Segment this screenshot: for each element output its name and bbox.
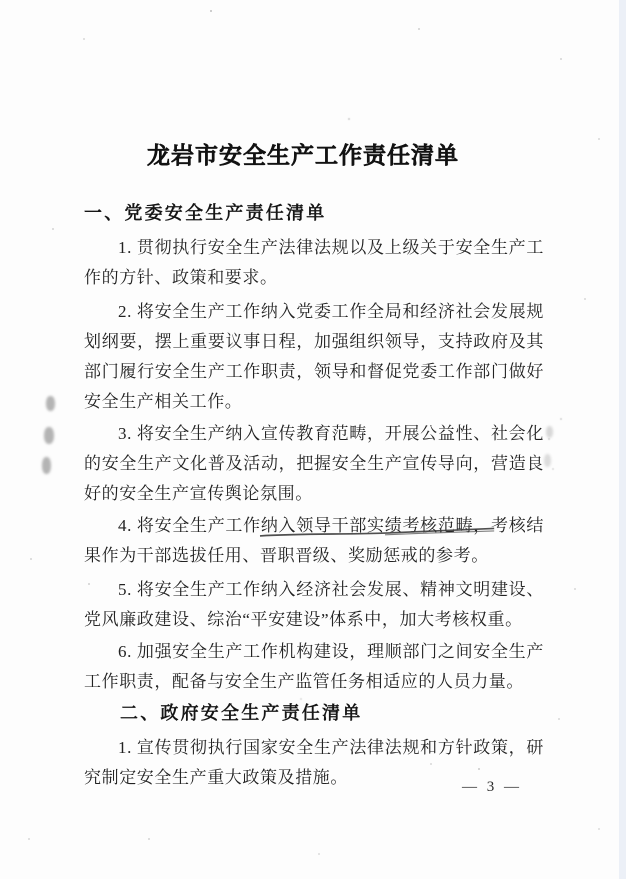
section-1-paragraph-4: [84, 511, 544, 571]
document-body: [84, 200, 544, 795]
page-number: — 3 —: [462, 779, 522, 795]
paragraph-4-underlined-text: [261, 516, 491, 535]
scan-smudge: [44, 427, 54, 444]
section-2-heading: 二、政府安全生产责任清单: [120, 703, 363, 723]
scan-smudge: [46, 396, 55, 411]
scan-noise-specks: [0, 0, 2, 2]
paragraph-4-underlined-label: 纳入领导干部实绩考核范畴，: [260, 516, 491, 535]
section-1-paragraph-1: 1. 贯彻执行安全生产法律法规以及上级关于安全生产工作的方针、政策和要求。: [84, 238, 544, 287]
document-title: 龙岩市安全生产工作责任清单: [147, 143, 459, 168]
section-1-heading: 一、党委安全生产责任清单: [84, 203, 327, 223]
scan-smudge: [544, 454, 551, 467]
scan-smudge: [546, 426, 553, 438]
section-1-paragraph-6: 6. 加强安全生产工作机构建设，理顺部门之间安全生产工作职责，配备与安全生产监管任务相适应的人员力量。: [84, 642, 544, 691]
scan-edge-shadow: [619, 0, 626, 879]
paragraph-4-prefix: 4. 将安全生产工作: [118, 516, 261, 535]
section-1-paragraph-2: 2. 将安全生产工作纳入党委工作全局和经济社会发展规划纲要，摆上重要议事日程，加强组织领导，支持政府及其部门履行安全生产工作职责，领导和督促党委工作部门做好安全生产相关工作。: [84, 302, 544, 411]
scan-smudge: [42, 457, 51, 474]
paragraph-4-suffix: 考核结果作为干部选拔任用、晋职晋级、奖励惩戒的参考。: [84, 516, 544, 565]
section-1-paragraph-5: 5. 将安全生产工作纳入经济社会发展、精神文明建设、党风廉政建设、综治“平安建设”体系中，加大考核权重。: [84, 580, 544, 629]
section-2-paragraph-1: 1. 宣传贯彻执行国家安全生产法律法规和方针政策，研究制定安全生产重大政策及措施。: [84, 738, 544, 787]
section-1-paragraph-3: 3. 将安全生产纳入宣传教育范畴，开展公益性、社会化的安全生产文化普及活动，把握安全生产宣传导向，营造良好的安全生产宣传舆论氛围。: [84, 424, 544, 503]
